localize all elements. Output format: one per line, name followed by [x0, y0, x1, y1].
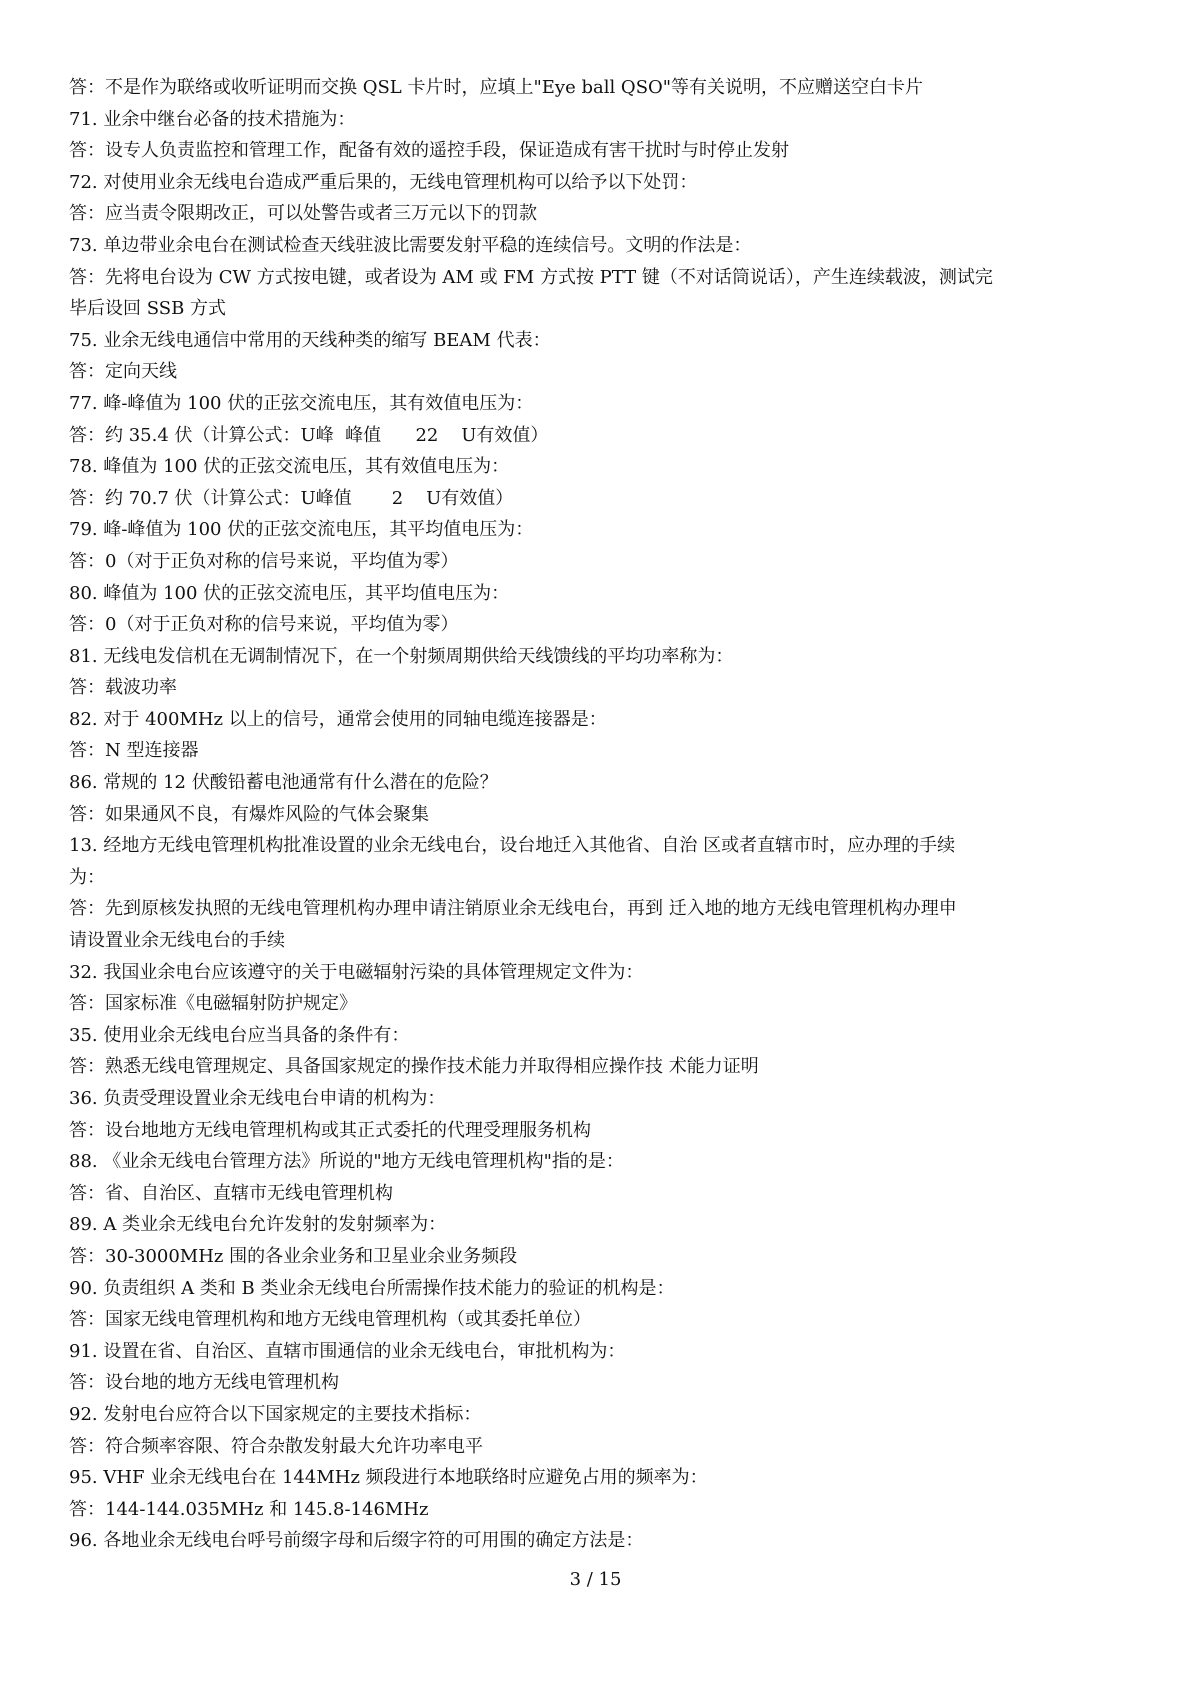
- text-line: 80. 峰值为 100 伏的正弦交流电压，其平均值电压为：: [69, 582, 510, 604]
- text-line: 答：约 70.7 伏（计算公式：U峰值 2 U有效值）: [69, 487, 514, 509]
- document-body: [69, 72, 1129, 1557]
- text-line: 答：熟悉无线电管理规定、具备国家规定的操作技术能力并取得相应操作技 术能力证明: [69, 1056, 759, 1078]
- text-line: 88. 《业余无线电台管理方法》所说的"地方无线电管理机构"指的是：: [69, 1151, 624, 1173]
- text-line: 13. 经地方无线电管理机构批准设置的业余无线电台，设台地迁入其他省、自治 区或者直辖市时，应办理的手续: [69, 835, 956, 857]
- text-line: 请设置业余无线电台的手续: [69, 930, 285, 952]
- text-line: 答：符合频率容限、符合杂散发射最大允许功率电平: [69, 1435, 483, 1457]
- text-line: 答：国家标准《电磁辐射防护规定》: [69, 993, 357, 1015]
- text-line: 36. 负责受理设置业余无线电台申请的机构为：: [69, 1088, 446, 1109]
- text-line: 答：0（对于正负对称的信号来说，平均值为零）: [69, 614, 459, 636]
- text-line: 答：不是作为联络或收听证明而交换 QSL 卡片时，应填上"Eye ball QSO"等有关说明，不应赠送空白卡片: [69, 77, 924, 98]
- text-line: 81. 无线电发信机在无调制情况下，在一个射频周期供给天线馈线的平均功率称为：: [69, 645, 734, 667]
- text-line: 95. VHF 业余无线电台在 144MHz 频段进行本地联络时应避免占用的频率为：: [69, 1467, 708, 1489]
- text-line: 92. 发射电台应符合以下国家规定的主要技术指标：: [69, 1403, 482, 1425]
- text-line: 毕后设回 SSB 方式: [69, 298, 227, 320]
- text-line: 答：约 35.4 伏（计算公式：U峰 峰值 22 U有效值）: [69, 424, 549, 446]
- text-line: 答：N 型连接器: [69, 740, 199, 762]
- text-line: 96. 各地业余无线电台呼号前缀字母和后缀字符的可用围的确定方法是：: [69, 1530, 644, 1552]
- text-line: 答：定向天线: [69, 361, 177, 383]
- text-line: 32. 我国业余电台应该遵守的关于电磁辐射污染的具体管理规定文件为：: [69, 961, 644, 983]
- text-line: 90. 负责组织 A 类和 B 类业余无线电台所需操作技术能力的验证的机构是：: [69, 1277, 675, 1299]
- text-line: 89. A 类业余无线电台允许发射的发射频率为：: [69, 1214, 447, 1236]
- text-line: 答：30-3000MHz 围的各业余业务和卫星业余业务频段: [69, 1245, 518, 1267]
- text-line: 答：先将电台设为 CW 方式按电键，或者设为 AM 或 FM 方式按 PTT 键（不对话筒说话），产生连续载波，测试完: [69, 266, 993, 288]
- text-line: 73. 单边带业余电台在测试检查天线驻波比需要发射平稳的连续信号。文明的作法是：: [69, 234, 752, 256]
- text-line: 答：设台地地方无线电管理机构或其正式委托的代理受理服务机构: [69, 1119, 591, 1141]
- text-line: 为：: [69, 866, 105, 888]
- text-line: 答：如果通风不良，有爆炸风险的气体会聚集: [69, 803, 429, 825]
- text-line: 71. 业余中继台必备的技术措施为：: [69, 108, 356, 130]
- text-line: 72. 对使用业余无线电台造成严重后果的，无线电管理机构可以给予以下处罚：: [69, 171, 698, 193]
- text-line: 86. 常规的 12 伏酸铅蓄电池通常有什么潜在的危险？: [69, 772, 498, 794]
- text-line: 78. 峰值为 100 伏的正弦交流电压，其有效值电压为：: [69, 456, 510, 478]
- page-number: 3 / 15: [569, 1569, 622, 1590]
- text-line: 答：国家无线电管理机构和地方无线电管理机构（或其委托单位）: [69, 1309, 591, 1331]
- text-line: 答：应当责令限期改正，可以处警告或者三万元以下的罚款: [69, 203, 537, 225]
- text-line: 答：载波功率: [69, 677, 177, 699]
- text-line: 答：0（对于正负对称的信号来说，平均值为零）: [69, 550, 459, 572]
- text-line: 答：设专人负责监控和管理工作，配备有效的遥控手段，保证造成有害干扰时与时停止发射: [69, 140, 789, 162]
- text-line: 79. 峰-峰值为 100 伏的正弦交流电压，其平均值电压为：: [69, 519, 534, 541]
- text-line: 答：省、自治区、直辖市无线电管理机构: [69, 1182, 393, 1204]
- text-line: 答：先到原核发执照的无线电管理机构办理申请注销原业余无线电台，再到 迁入地的地方无线电管理机构办理申: [69, 898, 957, 920]
- text-line: 35. 使用业余无线电台应当具备的条件有：: [69, 1024, 410, 1046]
- text-line: 答：设台地的地方无线电管理机构: [69, 1372, 339, 1394]
- text-line: 82. 对于 400MHz 以上的信号，通常会使用的同轴电缆连接器是：: [69, 708, 607, 730]
- text-line: 75. 业余无线电通信中常用的天线种类的缩写 BEAM 代表：: [69, 329, 551, 351]
- text-line: 77. 峰-峰值为 100 伏的正弦交流电压，其有效值电压为：: [69, 392, 534, 414]
- text-line: 91. 设置在省、自治区、直辖市围通信的业余无线电台，审批机构为：: [69, 1340, 626, 1362]
- text-line: 答：144-144.035MHz 和 145.8-146MHz: [69, 1498, 429, 1520]
